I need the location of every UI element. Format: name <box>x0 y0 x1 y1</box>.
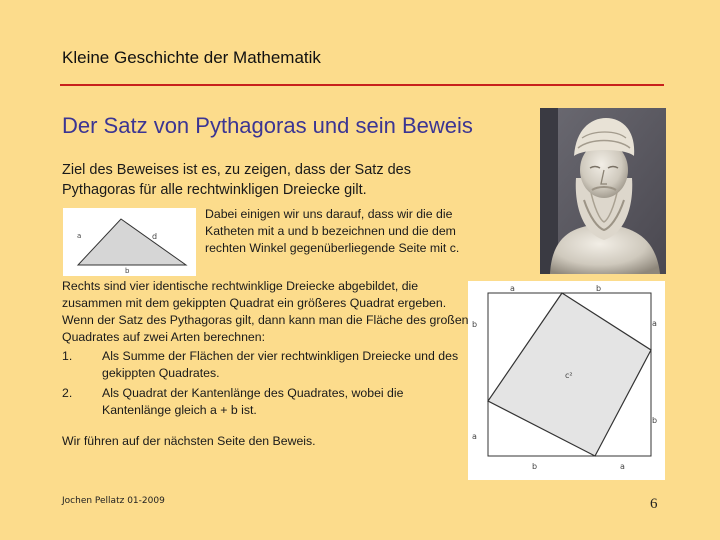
square-label-top-a: a <box>510 284 515 293</box>
list-text: Als Summe der Flächen der vier rechtwinkligen Dreiecke und des gekippten Quadrates. <box>102 349 459 380</box>
page-number: 6 <box>650 496 658 512</box>
list-text: Als Quadrat der Kantenlänge des Quadrates, wobei die Kantenlänge gleich a + b ist. <box>102 386 404 417</box>
header-divider <box>60 84 664 86</box>
square-label-top-b: b <box>596 284 602 293</box>
header-title: Kleine Geschichte der Mathematik <box>62 48 321 67</box>
square-label-center: c² <box>565 371 573 380</box>
slide-title: Der Satz von Pythagoras und sein Beweis <box>62 113 473 138</box>
explanation-paragraph: Rechts sind vier identische rechtwinklige Dreiecke abgebildet, die zusammen mit dem gekippten Quadrat ein größeres Quadrat ergeben. Wenn der Satz des Pythagoras gilt, dann kann man die Fläche des großen Quadrates auf zwei Arten berechnen: <box>62 279 469 344</box>
square-label-left-b: b <box>472 320 478 329</box>
square-label-bottom-a: a <box>620 462 625 471</box>
triangle-label-c: d <box>152 232 158 241</box>
list-number: 1. <box>62 349 73 363</box>
square-label-left-a: a <box>472 432 477 441</box>
pythagoras-bust-image <box>540 108 666 274</box>
intro-paragraph: Ziel des Beweises ist es, zu zeigen, dass der Satz des Pythagoras für alle rechtwinkligen Dreiecke gilt. <box>62 162 411 198</box>
square-label-right-b: b <box>652 416 658 425</box>
pythagoras-square-figure <box>468 281 665 480</box>
right-triangle-figure <box>63 208 196 276</box>
footer-author: Jochen Pellatz 01-2009 <box>62 496 165 506</box>
triangle-label-b: b <box>125 267 130 275</box>
notation-paragraph: Dabei einigen wir uns darauf, dass wir die die Katheten mit a und b bezeichnen und die dem rechten Winkel gegenüberliegende Seite mit c. <box>205 207 460 255</box>
conclusion-line: Wir führen auf der nächsten Seite den Beweis. <box>62 434 316 448</box>
triangle-label-a: a <box>77 232 82 240</box>
square-label-right-a: a <box>652 319 657 328</box>
list-number: 2. <box>62 386 73 400</box>
square-label-bottom-b: b <box>532 462 538 471</box>
